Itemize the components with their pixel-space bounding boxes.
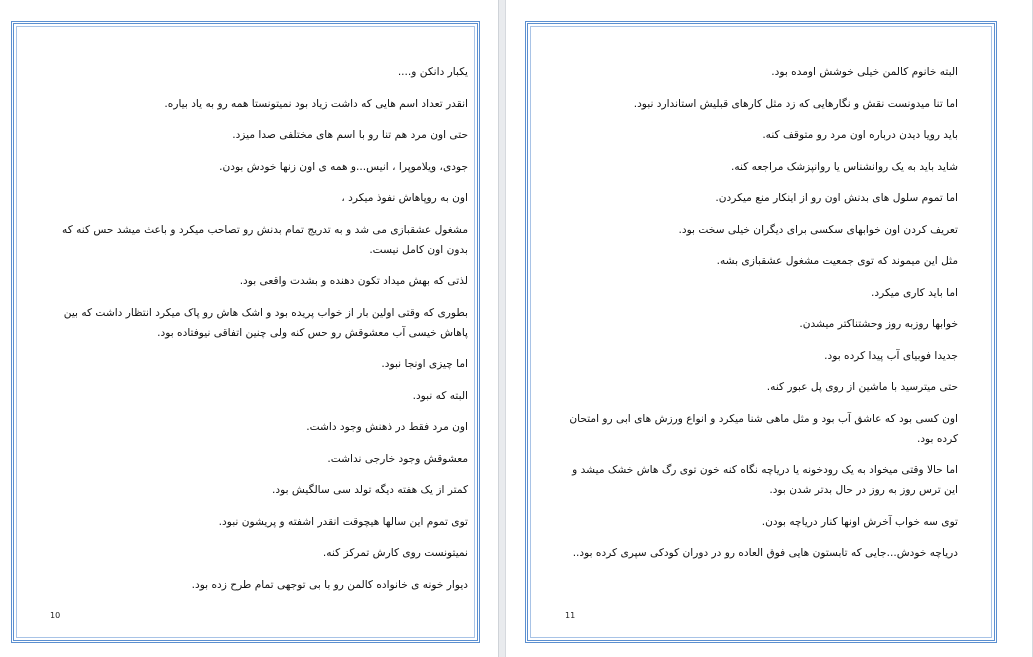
paragraph: مشغول عشقبازی می شد و به تدریج تمام بدنش رو تصاحب میکرد و باعث میشد حس کنه که بدون اون کامل نیست. [62,223,468,256]
paragraph: کمتر از یک هفته دیگه تولد سی سالگیش بود. [272,484,468,496]
paragraph: اما تنا میدونست نقش و نگارهایی که زد مثل کارهای قبلیش استاندارد نبود. [633,97,958,110]
paragraph: توی سه خواب آخرش اونها کنار دریاچه بودن. [761,515,958,528]
paragraph: نمیتونست روی کارش تمرکز کنه. [322,547,468,559]
paragraph: جدیدا فوبیای آب پیدا کرده بود. [824,349,958,362]
paragraph: اما حالا وقتی میخواد به یک رودخونه یا دریاچه نگاه کنه خون توی رگ هاش خشک میشد و این ترس روز به روز در حال بدتر شدن بود. [572,464,958,496]
paragraph: مثل این میموند که توی جمعیت مشغول عشقبازی بشه. [716,255,958,267]
paragraph: البته که نبود. [412,389,468,402]
paragraph: توی تموم این سالها هیچوقت انقدر اشفته و پریشون نبود. [218,515,468,528]
paragraph: اما تموم سلول های بدنش اون رو از اینکار منع میکردن. [715,192,958,204]
paragraph: شاید باید به یک روانشناس یا روانپزشک مراجعه کنه. [730,160,958,173]
paragraph: یکبار دانکن و.... [397,66,468,78]
paragraph: تعریف کردن اون خوابهای سکسی برای دیگران خیلی سخت بود. [678,223,958,236]
page-10-body [46,62,468,606]
paragraph: دیوار خونه ی خانواده کالمن رو با بی توجهی تمام طرح زده بود. [191,578,468,591]
paragraph: اما چیزی اونجا نبود. [381,358,468,370]
paragraph: لذتی که بهش میداد تکون دهنده و بشدت واقعی بود. [239,275,468,287]
paragraph: اون مرد فقط در ذهنش وجود داشت. [306,421,468,433]
paragraph: اون کسی بود که عاشق آب بود و مثل ماهی شنا میکرد و انواع ورزش های ابی رو امتحان کرده بود. [569,412,958,445]
page-number: 10 [50,611,61,620]
paragraph: انقدر تعداد اسم هایی که داشت زیاد بود نمیتونستا همه رو به یاد بیاره. [164,97,468,110]
paragraph: بطوری که وقتی اولین بار از خواب پریده بود و اشک هاش رو پاک میکرد انتظار داشت که بین پاهاش خیسی آب معشوقش رو حس کنه ولی چنین اتفاقی نیوفتاده بود. [63,306,468,339]
paragraph: دریاچه خودش...جایی که تابستون هایی فوق العاده رو در دوران کودکی سپری کرده بود.. [572,547,958,559]
paragraph: باید رویا دیدن درباره اون مرد رو متوقف کنه. [762,129,958,141]
paragraph: اما باید کاری میکرد. [871,286,958,299]
paragraph: اون به روپاهاش نفوذ میکرد ، [341,192,468,204]
page-number: 11 [565,611,576,620]
paragraph: البته خانوم کالمن خیلی خوشش اومده بود. [771,66,958,78]
paragraph: خوابها روزبه روز وحشتناکتر میشدن. [799,318,958,330]
paragraph: حتی میترسید با ماشین از روی پل عبور کنه. [766,381,958,393]
paragraph: معشوقش وجود خارجی نداشت. [327,452,468,465]
page-11-body [562,62,958,575]
paragraph: حتی اون مرد هم تنا رو با اسم های مختلفی صدا میزد. [232,129,468,141]
paragraph: جودی، ویلاموپرا ، انیس...و همه ی اون زنها خودش بودن. [219,160,468,173]
